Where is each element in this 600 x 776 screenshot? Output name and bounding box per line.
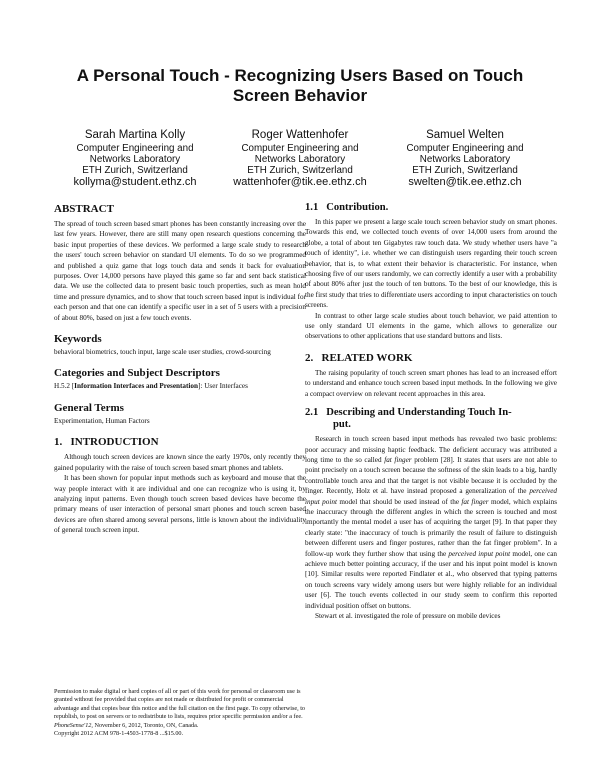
text-run: model that should be used instead of the: [336, 497, 462, 506]
author-dept: Computer Engineering and: [76, 143, 194, 154]
categories-bold: Information Interfaces and Presentation: [74, 382, 199, 391]
describing-paragraph-1: [305, 434, 557, 611]
categories-heading: Categories and Subject Descriptors: [54, 367, 220, 380]
author-dept: Networks Laboratory: [89, 154, 181, 165]
author-dept: Computer Engineering and: [406, 143, 524, 154]
right-column: [305, 202, 557, 621]
emphasis: perceived input point: [305, 487, 557, 506]
author-dept: Computer Engineering and: [241, 143, 359, 154]
describing-heading: [305, 407, 557, 431]
author-name: Samuel Welten: [426, 129, 504, 141]
text-run: model, one can achieve much better pointing accuracy, if the user and his input point model is known [10]. Similar results were reported Findlater et al., who observed that typing patterns on touch screens vary widely among users but were highly reliable for an individual user [6]. The touch events collected in our study seem to confirm this reported individual position offset on buttons.: [305, 549, 557, 610]
contribution-paragraph-2: In contrast to other large scale studies about touch behavior, we paid attention to use only standard UI elements in the game, which allows to generalize our observations to other applications that use standard buttons and lists.: [305, 311, 557, 341]
contribution-paragraph-1: In this paper we present a large scale touch screen behavior study on smart phones. Towards this end, we collected touch events of over 14,000 users from around the globe, a total of about ten Gigabytes raw touch data. We study whether users have "a touch of identity", i.e. whether we can distinguish users regarding their touch screen behavior, that is, to what extent their behavior is characteristic. For instance, when choosing five of our users randomly, we can correctly identify a user with a probability of about 80% after just the touch of ten buttons. To the best of our knowledge, this is the first study that tries to differentiate users according to input characteristics on touch screens.: [305, 218, 557, 310]
title-line-1: A Personal Touch - Recognizing Users Based on Touch: [76, 66, 524, 85]
related-work-heading: 2. RELATED WORK: [305, 351, 413, 364]
describing-heading-line-1: 2.1 Describing and Understanding Touch In-: [305, 407, 512, 419]
permission-text: Permission to make digital or hard copies of all or part of this work for personal or classroom use is granted without fee provided that copies are not made or distributed for profit or commercial advantage and that copies bear this notice and the full citation on the first page. To copy otherwise, to republish, to post on servers or to redistribute to lists, requires prior specific permission and/or a fee.: [54, 688, 306, 721]
author-2: [215, 128, 385, 188]
author-email: swelten@tik.ee.ethz.ch: [408, 176, 522, 188]
keywords-heading: Keywords: [54, 333, 102, 346]
introduction-paragraph-1: Although touch screen devices are known since the early 1970s, only recently they gained popularity with the raise of touch screen based smart phones and tablets.: [54, 453, 306, 472]
introduction-heading: 1. INTRODUCTION: [54, 436, 159, 449]
author-dept: Networks Laboratory: [254, 154, 346, 165]
emphasis: fat finger: [461, 497, 489, 506]
abstract-text: The spread of touch screen based smart phones has been constantly increasing over the last few years. However, there are still many open research questions concerning the basic input properties of these devices. We performed a large scale study to research the users' touch screen behavior on standard UI elements. To do so we programmed and published a quiz game that logs touch data and sends it back for evaluation purposes. Over 14,000 persons have played this game so far and sent back statistical data. We use the collected data to present basic touch properties, such as mean hold time and pressure dynamics, and to show that touch screen based input is individual for each person and that one can identify a specific user in a set of 5 users with a precision of about 80%, based on just a few touch events.: [54, 220, 306, 322]
contribution-heading: 1.1 Contribution.: [305, 202, 389, 213]
abstract-heading: ABSTRACT: [54, 203, 114, 215]
author-3: [380, 128, 550, 188]
text-run: problem [28]. It states that users are not able to point precisely on a touch screen because the softness of the skin leads to a big, hardly controllable touch area and that the target is not visible because it is occluded by the finger. Recently, Holz et al. have instead proposed a generalization of the: [305, 455, 557, 496]
author-affiliation: ETH Zurich, Switzerland: [247, 165, 353, 176]
title-line-2: Screen Behavior: [232, 86, 368, 105]
venue-details: November 6, 2012, Toronto, ON, Canada.: [92, 721, 199, 729]
categories-suffix: ]: User Interfaces: [198, 382, 248, 391]
text-run: model, which explains the inaccuracy through the different angles in which the screen is touched and most importantly the mental model a user has of acquiring the target [9]. In that paper they clearly state: "the inaccuracy of touch is primarily the result of failure to distinguish between different users and finger postures, rather than the fat finger problem". In a follow-up work they further show that using the: [305, 497, 557, 558]
author-name: Sarah Martina Kolly: [84, 129, 186, 141]
copyright-line: Copyright 2012 ACM 978-1-4503-1778-8 ...$15.00.: [54, 730, 184, 738]
paper-title: [40, 66, 560, 106]
emphasis: fat finger: [384, 455, 412, 464]
author-affiliation: ETH Zurich, Switzerland: [412, 165, 518, 176]
author-name: Roger Wattenhofer: [251, 129, 349, 141]
categories-text: [54, 381, 306, 391]
author-1: [50, 128, 220, 188]
general-terms-text: Experimentation, Human Factors: [54, 416, 150, 425]
introduction-paragraph-2: It has been shown for popular input methods such as keyboard and mouse that the way people interact with it are individual and one can recognize who is using it, by analyzing input patterns. Even though touch screen based devices have become the primary means of user interaction of personal smart phones and touch screen based devices are often shared among several persons, little is known about the individuality of general touch screen input.: [54, 474, 306, 535]
author-dept: Networks Laboratory: [419, 154, 511, 165]
author-affiliation: ETH Zurich, Switzerland: [82, 165, 188, 176]
text-run: Research in touch screen based input methods has revealed two basic problems: poor accuracy and missing haptic feedback. The deficient accuracy was attributed a long time to the so called: [305, 435, 557, 464]
general-terms-heading: General Terms: [54, 401, 124, 414]
permission-footnote: [54, 688, 306, 738]
keywords-text: behavioral biometrics, touch input, large scale user studies, crowd-sourcing: [54, 348, 271, 357]
left-column: [54, 203, 306, 536]
related-work-paragraph-1: The raising popularity of touch screen smart phones has lead to an increased effort to understand and enhance touch screen based input methods. In the following we give a compact overview on relevant recent approaches in this area.: [305, 368, 557, 398]
describing-paragraph-2: Stewart et al. investigated the role of pressure on mobile devices: [315, 612, 501, 620]
venue-name: PhoneSense'12,: [54, 721, 93, 729]
describing-heading-line-2: put.: [333, 419, 351, 431]
categories-prefix: H.5.2 [: [54, 382, 75, 391]
author-email: wattenhofer@tik.ee.ethz.ch: [233, 176, 367, 188]
author-email: kollyma@student.ethz.ch: [73, 176, 197, 188]
emphasis: perceived input point: [448, 549, 511, 558]
